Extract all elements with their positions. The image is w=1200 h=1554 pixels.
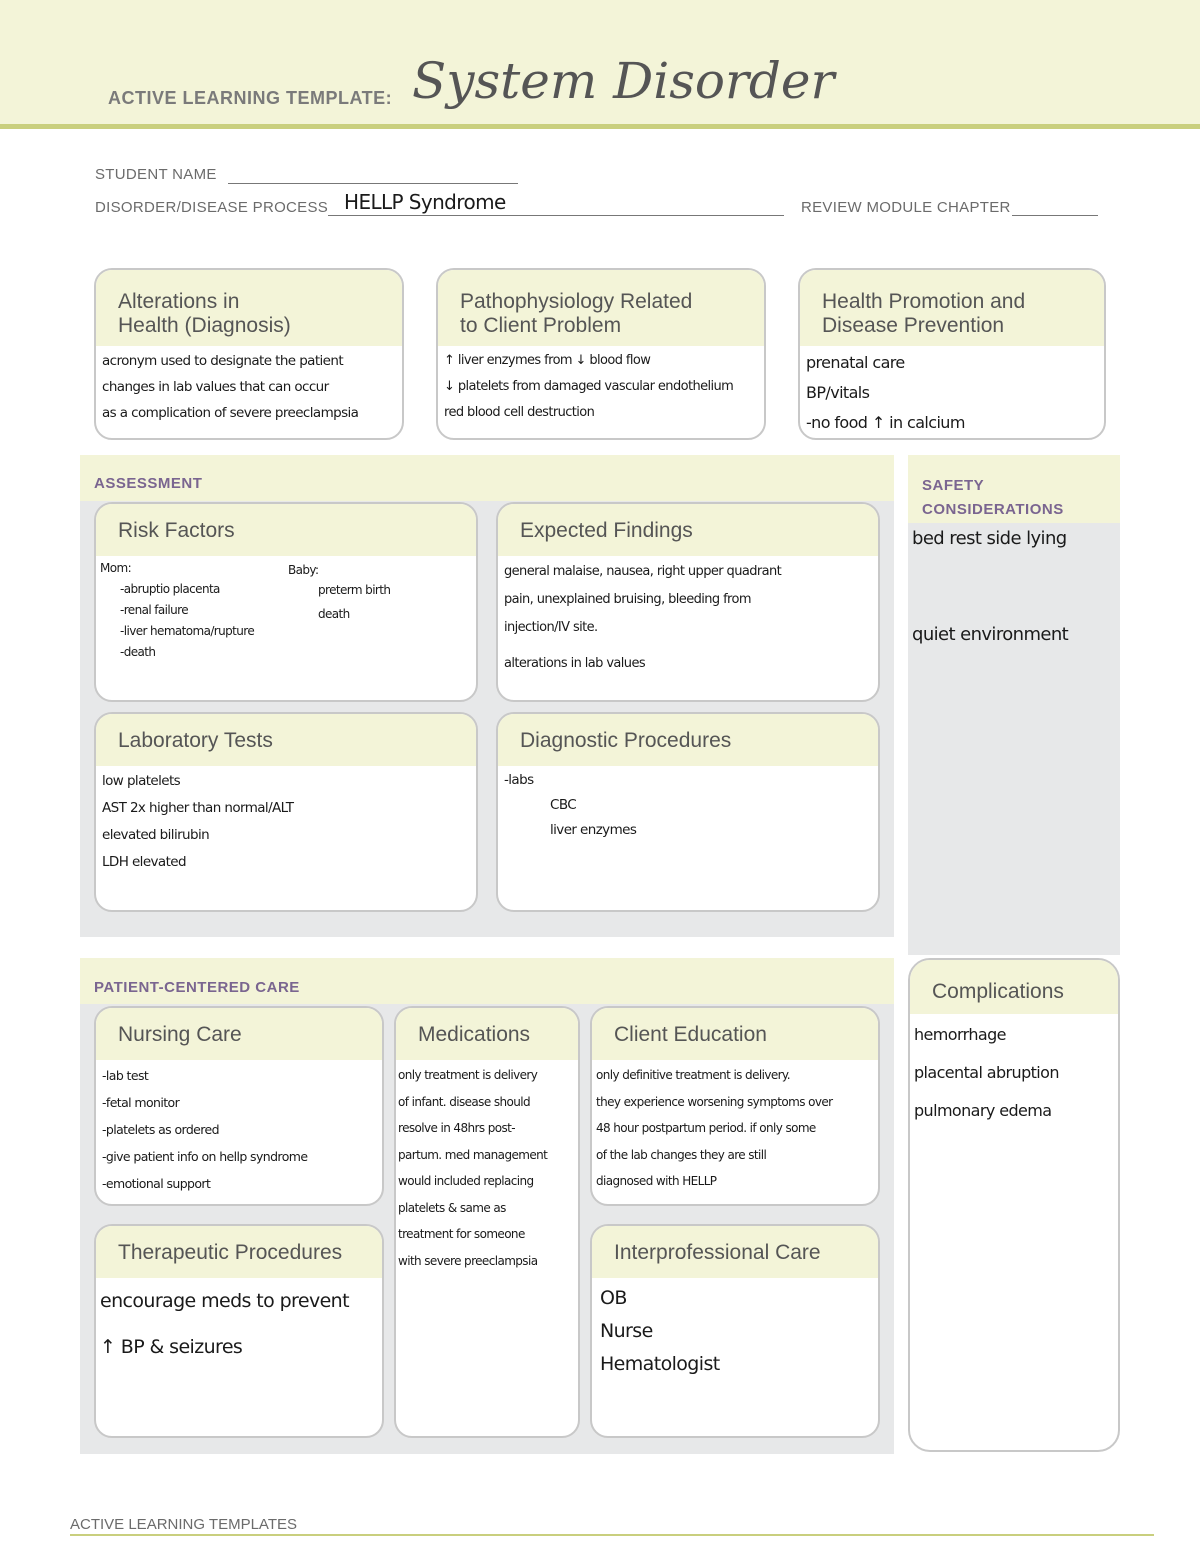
alterations-title-line2: Health (Diagnosis): [118, 314, 291, 337]
diagnostic-procedures-line: CBC: [550, 797, 577, 813]
diagnostic-procedures-box: [496, 712, 880, 912]
risk-mom-line: -abruptio placenta: [120, 582, 220, 596]
medications-line: would included replacing: [398, 1174, 534, 1188]
health-promotion-title-line1: Health Promotion and: [822, 290, 1026, 313]
medications-line: platelets & same as: [398, 1200, 506, 1215]
pathophysiology-title-line2: to Client Problem: [460, 314, 622, 337]
alterations-header: [96, 270, 402, 346]
risk-factors-mom[interactable]: [100, 558, 254, 663]
disorder-label: DISORDER/DISEASE PROCESS: [95, 199, 329, 216]
client-education-line: of the lab changes they are still: [596, 1147, 767, 1162]
client-education-title: Client Education: [592, 1008, 878, 1060]
expected-findings-extra: alterations in lab values: [504, 656, 646, 671]
expected-findings-box: [496, 502, 880, 702]
risk-factors-title: Risk Factors: [96, 504, 476, 556]
health-promotion-title-line2: Disease Prevention: [822, 314, 1005, 337]
interprofessional-care-line: Hematologist: [600, 1353, 720, 1375]
nursing-care-line: -platelets as ordered: [102, 1122, 219, 1137]
laboratory-tests-line: elevated bilirubin: [102, 827, 210, 843]
alterations-line: changes in lab values that can occur: [102, 379, 329, 395]
diagnostic-procedures-line: -labs: [504, 772, 534, 788]
complications-content[interactable]: [910, 1014, 1118, 1132]
medications-line: only treatment is delivery: [398, 1068, 538, 1082]
student-name-label: STUDENT NAME: [95, 166, 217, 183]
expected-findings-line: injection/IV site.: [504, 620, 598, 635]
complications-line: placental abruption: [914, 1063, 1059, 1082]
disorder-field[interactable]: [328, 215, 784, 216]
alterations-content[interactable]: [96, 346, 402, 428]
complications-line: hemorrhage: [914, 1025, 1006, 1044]
interprofessional-care-content[interactable]: [592, 1278, 878, 1385]
pathophysiology-title-line1: Pathophysiology Related: [460, 290, 693, 313]
alterations-box: [94, 268, 404, 440]
medications-line: partum. med management: [398, 1147, 548, 1162]
nursing-care-line: -emotional support: [102, 1176, 211, 1191]
therapeutic-procedures-content[interactable]: [96, 1278, 382, 1370]
expected-findings-line: pain, unexplained bruising, bleeding from: [504, 592, 751, 607]
alterations-line: acronym used to designate the patient: [102, 353, 344, 369]
expected-findings-title: Expected Findings: [498, 504, 878, 556]
client-education-line: only definitive treatment is delivery.: [596, 1068, 790, 1082]
health-promotion-header: [800, 270, 1104, 346]
risk-mom-line: -death: [120, 645, 156, 659]
complications-box: [908, 958, 1120, 1452]
client-education-content[interactable]: [592, 1060, 878, 1197]
laboratory-tests-box: [94, 712, 478, 912]
pathophysiology-line: red blood cell destruction: [444, 405, 595, 420]
laboratory-tests-line: AST 2x higher than normal/ALT: [102, 800, 294, 816]
pathophysiology-line: ↓ platelets from damaged vascular endothelium: [444, 379, 734, 394]
medications-content[interactable]: [396, 1060, 578, 1276]
medications-line: with severe preeclampsia: [398, 1253, 538, 1268]
client-education-line: diagnosed with HELLP: [596, 1174, 717, 1188]
laboratory-tests-title: Laboratory Tests: [96, 714, 476, 766]
risk-baby-label: Baby:: [288, 563, 319, 577]
footer-rule: [70, 1534, 1154, 1536]
health-promotion-line: prenatal care: [806, 353, 905, 372]
safety-title-line2: CONSIDERATIONS: [922, 501, 1064, 518]
footer-label: ACTIVE LEARNING TEMPLATES: [70, 1516, 297, 1533]
risk-mom-line: -liver hematoma/rupture: [120, 624, 255, 638]
laboratory-tests-line: LDH elevated: [102, 854, 186, 870]
alterations-title-line1: Alterations in: [118, 290, 240, 313]
health-promotion-line: -no food ↑ in calcium: [806, 413, 965, 432]
disorder-value: HELLP Syndrome: [344, 190, 506, 214]
risk-mom-label: Mom:: [100, 561, 132, 575]
laboratory-tests-content[interactable]: [96, 766, 476, 878]
nursing-care-title: Nursing Care: [96, 1008, 382, 1060]
assessment-title: ASSESSMENT: [94, 475, 203, 492]
review-module-field[interactable]: [1012, 215, 1098, 216]
pathophysiology-header: [438, 270, 764, 346]
therapeutic-procedures-line: encourage meds to prevent: [100, 1290, 349, 1312]
medications-line: of infant. disease should: [398, 1094, 530, 1109]
diagnostic-procedures-content[interactable]: [498, 766, 878, 845]
patient-care-title: PATIENT-CENTERED CARE: [94, 979, 300, 996]
therapeutic-procedures-line: ↑ BP & seizures: [100, 1336, 243, 1358]
therapeutic-procedures-box: [94, 1224, 384, 1438]
nursing-care-line: -lab test: [102, 1068, 149, 1083]
diagnostic-procedures-line: liver enzymes: [550, 822, 637, 838]
risk-baby-line: death: [318, 607, 350, 621]
nursing-care-line: -give patient info on hellp syndrome: [102, 1149, 308, 1164]
risk-baby-line: preterm birth: [318, 583, 391, 597]
header-rule: [0, 124, 1200, 129]
medications-title: Medications: [396, 1008, 578, 1060]
therapeutic-procedures-title: Therapeutic Procedures: [96, 1226, 382, 1278]
pathophysiology-content[interactable]: [438, 346, 764, 428]
risk-factors-baby[interactable]: [288, 558, 390, 626]
medications-box: [394, 1006, 580, 1438]
nursing-care-line: -fetal monitor: [102, 1095, 180, 1110]
pathophysiology-box: [436, 268, 766, 440]
health-promotion-content[interactable]: [800, 346, 1104, 440]
health-promotion-line: BP/vitals: [806, 383, 870, 402]
review-module-label: REVIEW MODULE CHAPTER: [801, 199, 1011, 216]
risk-factors-box: [94, 502, 478, 702]
safety-line[interactable]: bed rest side lying: [912, 528, 1067, 549]
client-education-line: 48 hour postpartum period. if only some: [596, 1121, 816, 1135]
diagnostic-procedures-title: Diagnostic Procedures: [498, 714, 878, 766]
complications-line: pulmonary edema: [914, 1101, 1052, 1120]
safety-line[interactable]: quiet environment: [912, 624, 1069, 645]
safety-title: [922, 474, 1064, 522]
nursing-care-content[interactable]: [96, 1060, 382, 1199]
complications-title: Complications: [910, 960, 1118, 1014]
risk-mom-line: -renal failure: [120, 603, 188, 617]
expected-findings-line: general malaise, nausea, right upper quadrant: [504, 564, 782, 579]
alterations-line: as a complication of severe preeclampsia: [102, 405, 359, 421]
interprofessional-care-line: OB: [600, 1287, 627, 1309]
template-label: ACTIVE LEARNING TEMPLATE:: [108, 88, 393, 108]
medications-line: resolve in 48hrs post-: [398, 1121, 515, 1135]
expected-findings-content[interactable]: [498, 556, 878, 680]
interprofessional-care-title: Interprofessional Care: [592, 1226, 878, 1278]
pathophysiology-line: ↑ liver enzymes from ↓ blood flow: [444, 353, 651, 368]
nursing-care-box: [94, 1006, 384, 1206]
interprofessional-care-line: Nurse: [600, 1320, 653, 1342]
client-education-box: [590, 1006, 880, 1206]
interprofessional-care-box: [590, 1224, 880, 1438]
student-name-field[interactable]: [228, 183, 518, 184]
safety-title-line1: SAFETY: [922, 477, 985, 494]
medications-line: treatment for someone: [398, 1227, 525, 1241]
health-promotion-box: [798, 268, 1106, 440]
laboratory-tests-line: low platelets: [102, 773, 181, 789]
client-education-line: they experience worsening symptoms over: [596, 1094, 833, 1109]
template-title: System Disorder: [412, 52, 835, 110]
